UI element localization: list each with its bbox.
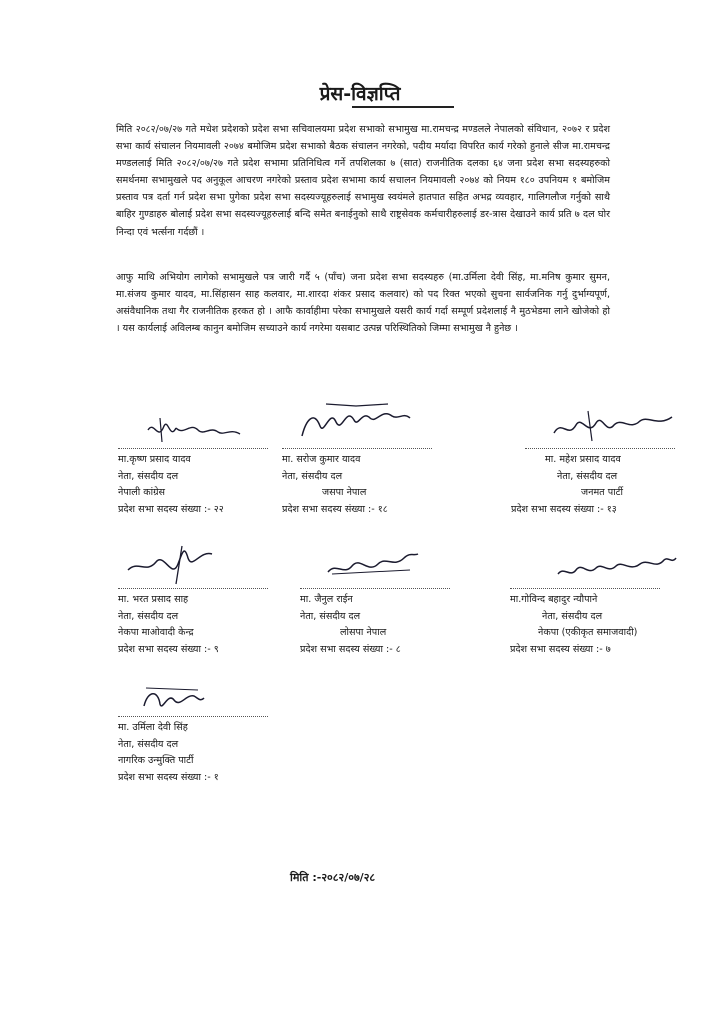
signatory-party: नागरिक उन्मुक्ति पार्टी — [118, 755, 194, 766]
signatory-members: प्रदेश सभा सदस्य संख्या :- ७ — [510, 643, 611, 655]
signatory-5 — [300, 592, 500, 658]
signatory-role: नेता, संसदीय दल — [118, 738, 179, 750]
signatory-members: प्रदेश सभा सदस्य संख्या :- १३ — [511, 503, 617, 515]
signature-5-image — [322, 546, 422, 582]
signature-line — [118, 716, 268, 717]
signatory-2 — [282, 452, 482, 518]
signatory-4 — [118, 592, 318, 658]
signatory-members: प्रदेश सभा सदस्य संख्या :- ९ — [118, 643, 219, 655]
signatory-name: मा. सरोज कुमार यादव — [282, 454, 361, 465]
signatory-role: नेता, संसदीय दल — [300, 610, 361, 622]
signature-4-image — [122, 540, 222, 588]
signatory-name: मा.कृष्ण प्रसाद यादव — [118, 454, 191, 465]
signature-1-image — [140, 412, 250, 448]
signatory-role: नेता, संसदीय दल — [118, 470, 179, 482]
signatory-7 — [118, 720, 318, 786]
signatory-3 — [511, 452, 723, 518]
signatory-party: नेकपा माओवादी केन्द्र — [118, 627, 194, 638]
document-date: मिति :-२०८२/०७/२८ — [290, 871, 376, 884]
signatory-party: नेकपा (एकीकृत समाजवादी) — [538, 627, 638, 638]
signatory-members: प्रदेश सभा सदस्य संख्या :- ८ — [300, 643, 401, 655]
signatory-role: नेता, संसदीय दल — [118, 610, 179, 622]
signatory-6 — [510, 592, 710, 658]
signature-line — [282, 448, 432, 449]
signatory-party: लोसपा नेपाल — [340, 627, 387, 638]
signatory-party: जसपा नेपाल — [322, 487, 367, 498]
signature-7-image — [138, 682, 208, 716]
signature-line — [118, 448, 268, 449]
signatory-party: जनमत पार्टी — [581, 487, 623, 498]
signatory-role: नेता, संसदीय दल — [282, 470, 343, 482]
signatory-name: मा. भरत प्रसाद साह — [118, 594, 189, 605]
signatory-name: मा. जैनुल राईन — [300, 594, 353, 605]
signature-line — [525, 448, 675, 449]
signatory-name: मा. महेश प्रसाद यादव — [545, 454, 621, 465]
signatory-role: नेता, संसदीय दल — [557, 470, 618, 482]
signature-2-image — [296, 400, 416, 446]
signature-6-image — [552, 550, 682, 586]
paragraph-1: मिति २०८२/०७/२७ गते मधेश प्रदेशको प्रदेश सभा सचिवालयमा प्रदेश सभाको सभामुख मा.रामचन्द्र मण्डलले नेपालको संविधान, २०७२ र प्रदेश सभा कार्य संचालन नियमावली २०७४ बमोजिम प्रदेश सभाको बैठक संचालन नगरेको, पदीय मर्यादा विपरित कार्य गरेको हुनाले सीज मा.रामचन्द्र मण्डललाई मिति २०८२/०७/२७ गते प्रदेश सभामा प्रतिनिधित्व गर्ने तपशिलका ७ (सात) राजनीतिक दलका ६४ जना प्रदेश सभा सदस्यहरुको समर्थनमा सभामुखले पद अनुकूल आचरण नगरेको प्रस्ताव प्रदेश सभामा कार्य सचालन नियमावली २०७४ को नियम १८० उपनियम १ बमोजिम प्रस्ताव पत्र दर्ता गर्न प्रदेश सभा पुगेका प्रदेश सभा सदस्यज्यूहरुलाई सभामुख स्वयंमले हातपात सहित अभद्र व्यवहार, गालिगलौज गर्नुको साथै बाहिर गुण्डाहरु बोलाई प्रदेश सभा सदस्यज्यूहरुलाई बन्दि समेत बनाईनुको साथै राष्ट्रसेवक कर्मचारीहरुलाई डर-त्रास देखाउने कार्य प्रति ७ दल घोर निन्दा एवं भर्त्सना गर्दछौं । — [116, 124, 610, 238]
signature-line — [300, 588, 450, 589]
document-title: प्रेस-विज्ञप्ति — [319, 83, 401, 105]
signature-line — [510, 588, 660, 589]
signatory-party: नेपाली कांग्रेस — [118, 487, 166, 498]
title-underline — [352, 106, 454, 108]
signatory-members: प्रदेश सभा सदस्य संख्या :- १८ — [282, 503, 388, 515]
signatory-name: मा.गोविन्द बहादुर न्यौपाने — [510, 594, 598, 605]
signature-line — [118, 588, 268, 589]
signatory-members: प्रदेश सभा सदस्य संख्या :- १ — [118, 771, 219, 783]
signatory-name: मा. उर्मिला देवी सिंह — [118, 722, 188, 733]
paragraph-2: आफु माथि अभियोग लागेको सभामुखले पत्र जारी गर्दै ५ (पाँच) जना प्रदेश सभा सदस्यहरु (मा.उर्मिला देवी सिंह, मा.मनिष कुमार सुमन, मा.संजय कुमार यादव, मा.सिंहासन साह कलवार, मा.शारदा शंकर प्रसाद कलवार) को पद रिक्त भएको सुचना सार्वजनिक गर्नु दुर्भाग्यपूर्ण, असंवैधानिक तथा गैर राजनीतिक हरकत हो । आफै कार्वाहीमा परेका सभामुखले यसरी कार्य गर्दा सम्पूर्ण प्रदेशलाई नै मुठभेडमा लाने खोजेको हो । यस कार्यलाई अविलम्ब कानुन बमोजिम सच्याउने कार्य नगरेमा यसबाट उत्पन्न परिस्थितिको जिम्मा सभामुख नै हुनेछ । — [116, 272, 610, 335]
signature-3-image — [548, 405, 678, 447]
signatory-role: नेता, संसदीय दल — [542, 610, 603, 622]
signatory-members: प्रदेश सभा सदस्य संख्या :- २२ — [118, 503, 224, 515]
